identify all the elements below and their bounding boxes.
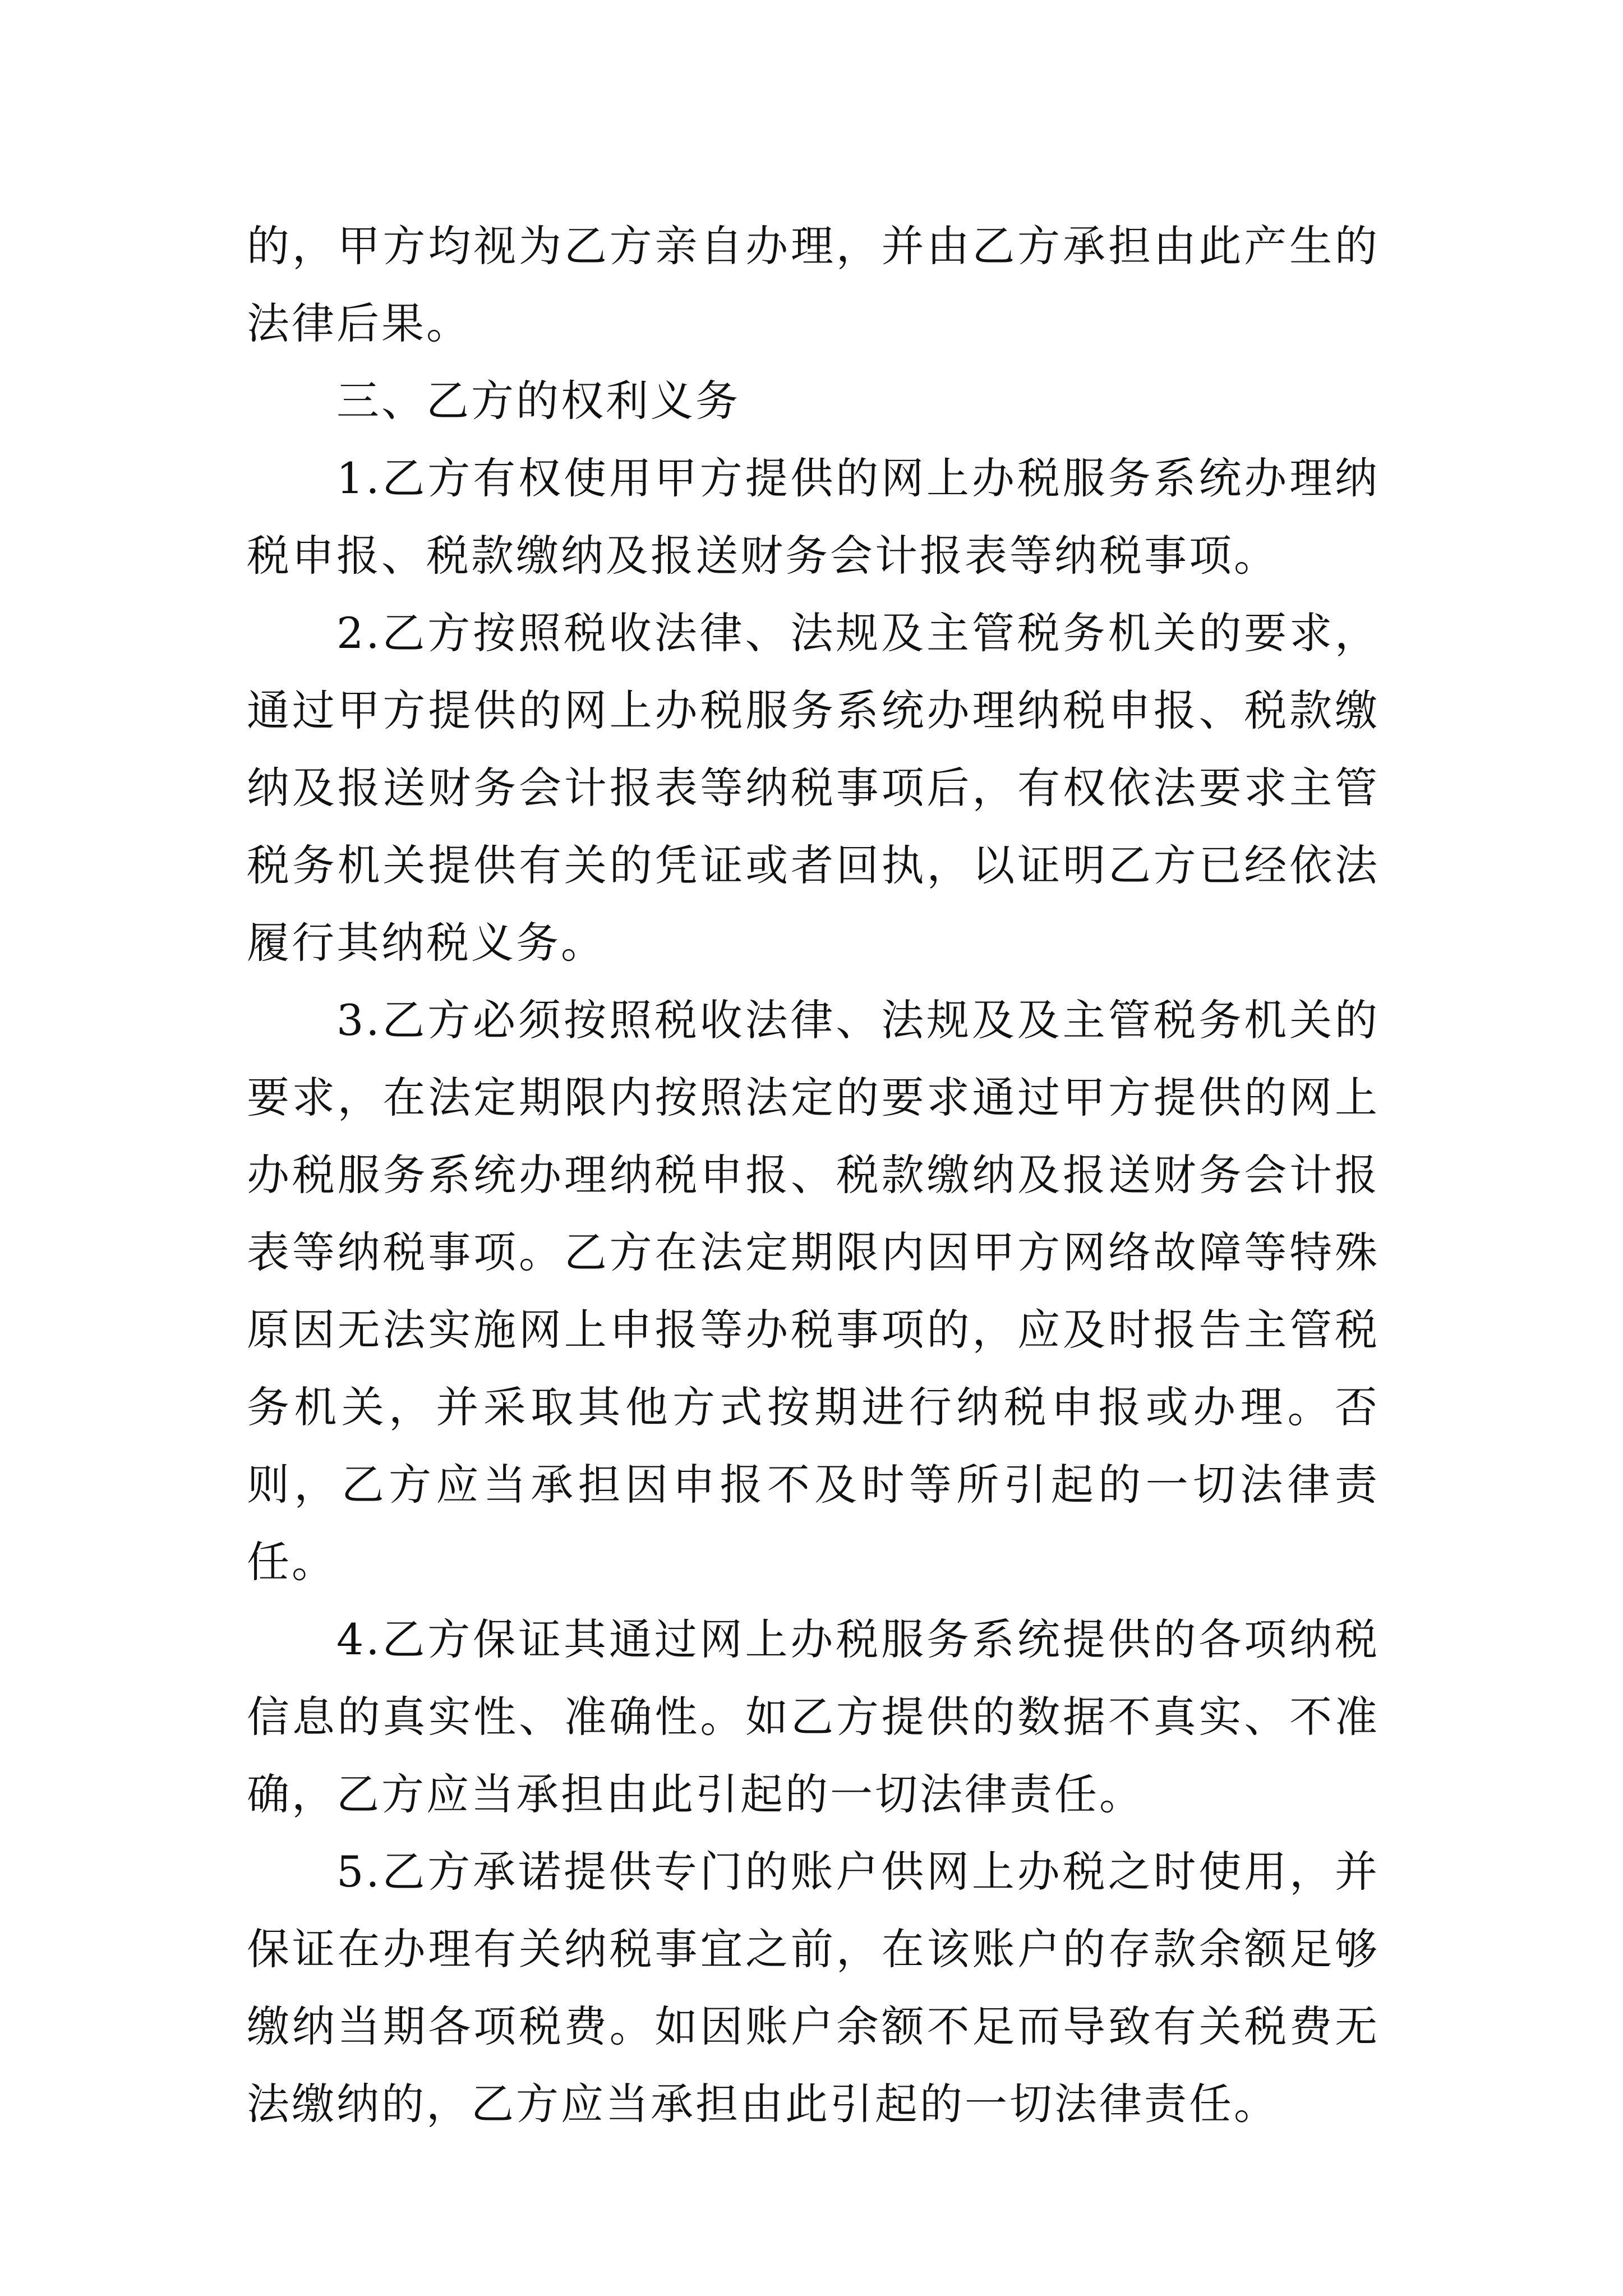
clause-5: 5.乙方承诺提供专门的账户供网上办税之时使用，并保证在办理有关纳税事宜之前，在该账户的存款余额足够缴纳当期各项税费。如因账户余额不足而导致有关税费无法缴纳的，乙方应当承担由此引起的一切法律责任。: [247, 1847, 1380, 2129]
clause-4: 4.乙方保证其通过网上办税服务系统提供的各项纳税信息的真实性、准确性。如乙方提供的数据不真实、不准确，乙方应当承担由此引起的一切法律责任。: [247, 1614, 1380, 1819]
clause-1: 1.乙方有权使用甲方提供的网上办税服务系统办理纳税申报、税款缴纳及报送财务会计报表等纳税事项。: [247, 453, 1380, 581]
document-body: [247, 208, 1380, 2143]
clause-2: 2.乙方按照税收法律、法规及主管税务机关的要求，通过甲方提供的网上办税服务系统办理纳税申报、税款缴纳及报送财务会计报表等纳税事项后，有权依法要求主管税务机关提供有关的凭证或者回执，以证明乙方已经依法履行其纳税义务。: [247, 608, 1380, 968]
section-heading: 三、乙方的权利义务: [336, 376, 740, 426]
paragraph-continuation: 的，甲方均视为乙方亲自办理，并由乙方承担由此产生的法律后果。: [247, 221, 1380, 348]
clause-3: 3.乙方必须按照税收法律、法规及及主管税务机关的要求，在法定期限内按照法定的要求通过甲方提供的网上办税服务系统办理纳税申报、税款缴纳及报送财务会计报表等纳税事项。乙方在法定期限内因甲方网络故障等特殊原因无法实施网上申报等办税事项的，应及时报告主管税务机关，并采取其他方式按期进行纳税申报或办理。否则，乙方应当承担因申报不及时等所引起的一切法律责任。: [247, 995, 1380, 1587]
